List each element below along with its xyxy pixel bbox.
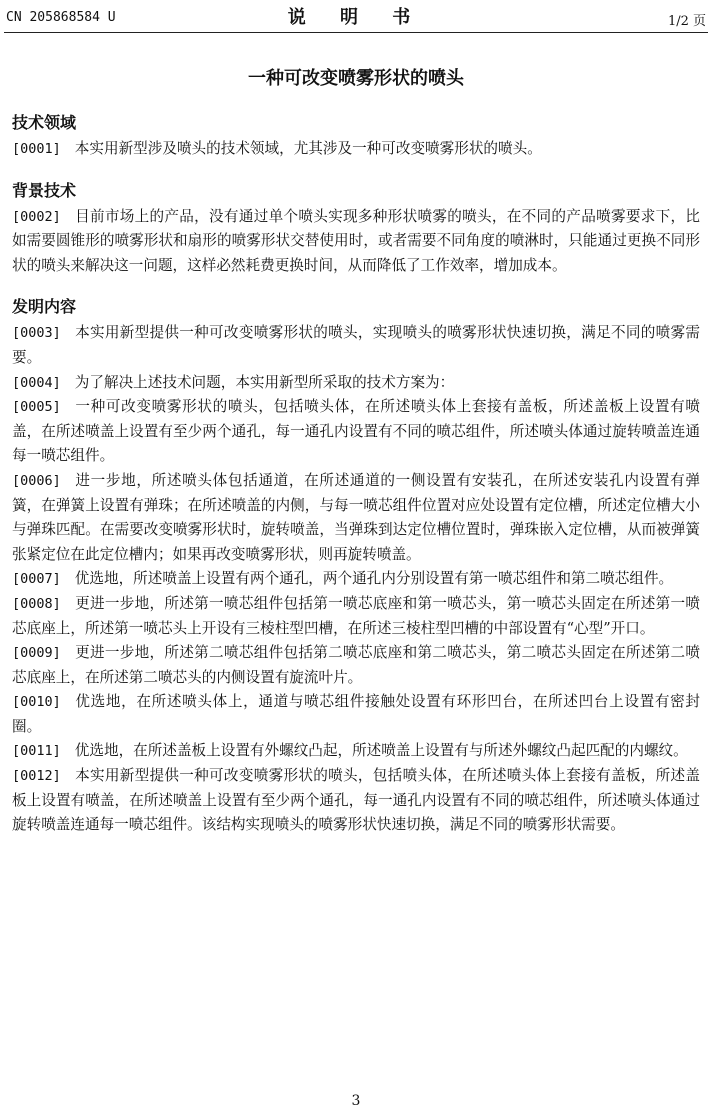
paragraph-number: [0011]: [12, 743, 61, 760]
paragraph-number: [0007]: [12, 571, 61, 588]
paragraph-text: 本实用新型涉及喷头的技术领域，尤其涉及一种可改变喷雾形状的喷头。: [74, 140, 542, 157]
paragraph-number: [0006]: [12, 472, 61, 489]
paragraph-number: [0002]: [12, 208, 61, 225]
paragraph-text: 本实用新型提供一种可改变喷雾形状的喷头，包括喷头体，在所述喷头体上套接有盖板，所述盖板上设置有喷盖，在所述喷盖上设置有至少两个通孔，每一通孔内设置有不同的喷芯组件，所述喷头体通过旋转喷盖连通每一喷芯组件。该结构实现喷头的喷雾形状快速切换，满足不同的喷雾形状需要。: [12, 767, 700, 834]
paragraph-number: [0010]: [12, 694, 61, 711]
paragraph-text: 优选地，所述喷盖上设置有两个通孔，两个通孔内分别设置有第一喷芯组件和第二喷芯组件。: [74, 570, 674, 588]
paragraph-number: [0009]: [12, 645, 61, 662]
header-title: 说 明 书: [287, 7, 425, 28]
paragraph-number: [0005]: [12, 399, 61, 416]
paragraph-number: [0012]: [12, 768, 61, 785]
paragraph-text: 更进一步地，所述第二喷芯组件包括第二喷芯底座和第二喷芯头，第二喷芯头固定在所述第二喷芯底座上，在所述第二喷芯头的内侧设置有旋流叶片。: [12, 644, 700, 686]
paragraph: [12, 321, 700, 370]
paragraph-text: 本实用新型提供一种可改变喷雾形状的喷头，实现喷头的喷雾形状快速切换，满足不同的喷雾需要。: [12, 324, 700, 366]
paragraph-text: 为了解决上述技术问题，本实用新型所采取的技术方案为：: [74, 373, 455, 391]
section-heading: 技术领域: [12, 113, 77, 132]
document-number: CN 205868584 U: [6, 10, 116, 25]
paragraph: [12, 592, 700, 641]
paragraph-number: [0008]: [12, 595, 61, 612]
paragraph-text: 进一步地，所述喷头体包括通道，在所述通道的一侧设置有安装孔，在所述安装孔内设置有弹簧，在弹簧上设置有弹珠；在所述喷盖的内侧，与每一喷芯组件位置对应处设置有定位槽，所述定位槽大小与弹珠匹配。在需要改变喷雾形状时，旋转喷盖，当弹珠到达定位槽位置时，弹珠嵌入定位槽，从而被弹簧张紧定位在此定位槽内；如果再改变喷雾形状，则再旋转喷盖。: [12, 471, 700, 563]
paragraph-number: [0001]: [12, 141, 61, 157]
paragraph: [12, 205, 700, 279]
section-heading: 发明内容: [12, 297, 77, 317]
paragraph: [12, 395, 700, 469]
document-body: [12, 112, 700, 838]
paragraph-number: [0003]: [12, 325, 61, 342]
section: [12, 180, 700, 279]
paragraph: [12, 690, 700, 739]
header-divider: [4, 32, 708, 33]
page-of-total: 1/2 页: [667, 14, 706, 29]
paragraph-number: [0004]: [12, 374, 61, 391]
paragraph: [12, 567, 700, 592]
paragraph: [12, 469, 700, 567]
paragraph: [12, 371, 700, 396]
paragraph: [12, 641, 700, 690]
paragraph-text: 一种可改变喷雾形状的喷头，包括喷头体，在所述喷头体上套接有盖板，所述盖板上设置有喷盖，在所述喷盖上设置有至少两个通孔，每一通孔内设置有不同的喷芯组件，所述喷头体通过旋转喷盖连通每一喷芯组件。: [12, 398, 700, 465]
paragraph-text: 优选地，在所述盖板上设置有外螺纹凸起，所述喷盖上设置有与所述外螺纹凸起匹配的内螺纹。: [74, 742, 688, 760]
document-title: 一种可改变喷雾形状的喷头: [248, 68, 464, 89]
paragraph: [12, 137, 700, 162]
page-header: [0, 0, 712, 34]
paragraph-text: 目前市场上的产品，没有通过单个喷头实现多种形状喷雾的喷头，在不同的产品喷雾要求下，比如需要圆锥形的喷雾形状和扇形的喷雾形状交替使用时，或者需要不同角度的喷淋时，只能通过更换不同形状的喷头来解决这一问题，这样必然耗费更换时间，从而降低了工作效率，增加成本。: [12, 207, 700, 274]
section-heading: 背景技术: [12, 180, 77, 200]
paragraph: [12, 764, 700, 838]
paragraph-text: 更进一步地，所述第一喷芯组件包括第一喷芯底座和第一喷芯头，第一喷芯头固定在所述第一喷芯底座上，所述第一喷芯头上开设有三棱柱型凹槽，在所述三棱柱型凹槽的中部设置有“心型”开口。: [12, 594, 700, 637]
paragraph-text: 优选地，在所述喷头体上，通道与喷芯组件接触处设置有环形凹台，在所述凹台上设置有密封圈。: [12, 693, 700, 735]
paragraph: [12, 739, 700, 764]
page-number: 3: [351, 1093, 361, 1109]
section: [12, 296, 700, 837]
section: [12, 112, 700, 162]
